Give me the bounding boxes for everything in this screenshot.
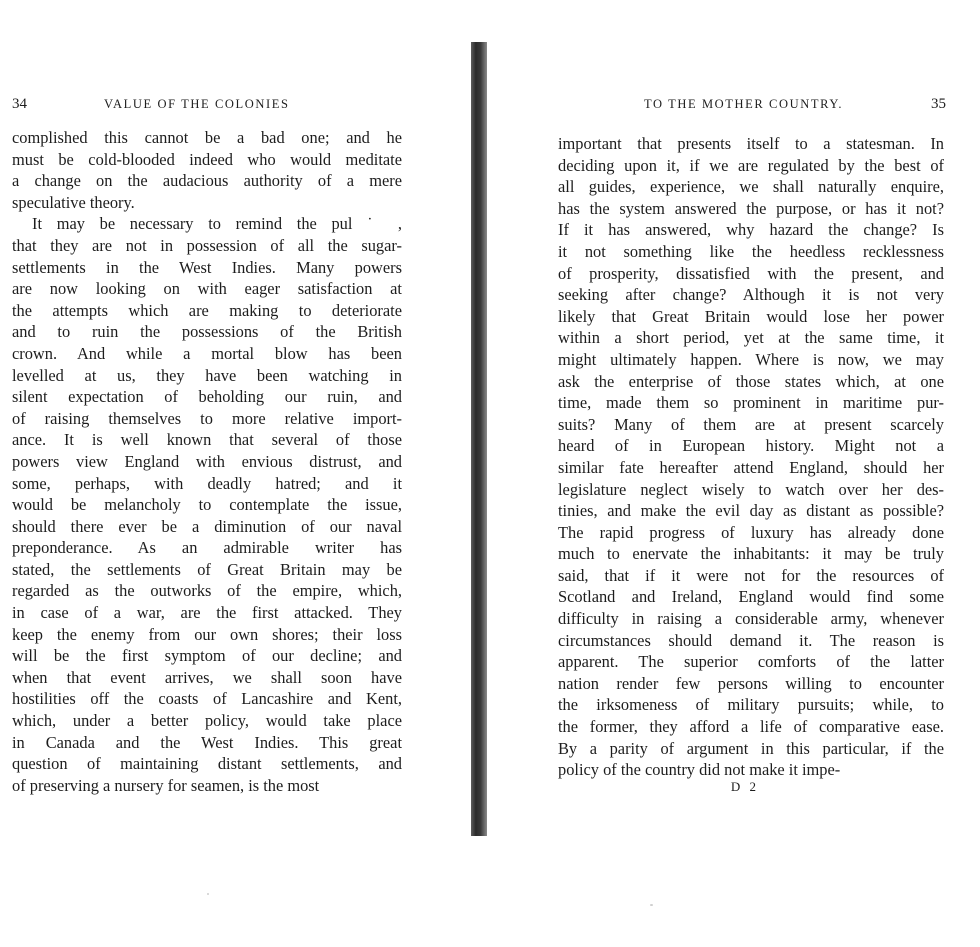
text-line: has the system answered the purpose, or has it not? [558, 198, 944, 218]
text-line: will be the first symptom of our decline; and [12, 646, 402, 666]
text-line: It may be necessary to remind the pul ˙ , [32, 214, 402, 234]
text-line: deciding upon it, if we are regulated by the best of [558, 155, 944, 175]
text-line: settlements in the West Indies. Many powers [12, 257, 402, 277]
left-running-title: VALUE OF THE COLONIES [104, 97, 290, 111]
text-line: tinies, and make the evil day as distant as possible? [558, 501, 944, 521]
text-line: it not something like the heedless recklessness [558, 241, 944, 261]
text-line: the former, they afford a life of comparative ease. [558, 717, 944, 737]
paper-speck [650, 904, 653, 906]
text-line: legislature neglect wisely to watch over her des- [558, 479, 944, 499]
text-line: important that presents itself to a statesman. In [558, 134, 944, 153]
text-line: in case of a war, are the first attacked. They [12, 603, 402, 623]
text-line: in Canada and the West Indies. This great [12, 732, 402, 752]
left-page-number: 34 [12, 96, 27, 112]
text-line: much to enervate the inhabitants: it may be truly [558, 544, 944, 564]
text-line: a change on the audacious authority of a mere [12, 171, 402, 191]
text-line: and to ruin the possessions of the British [12, 322, 402, 342]
text-line: By a parity of argument in this particular, if the [558, 738, 944, 758]
text-line: which, under a better policy, would take place [12, 711, 402, 731]
text-line: likely that Great Britain would lose her power [558, 306, 944, 326]
text-line: stated, the settlements of Great Britain may be [12, 559, 402, 579]
book-gutter [471, 42, 487, 836]
text-line: hostilities off the coasts of Lancashire and Kent, [12, 689, 402, 709]
text-line: The rapid progress of luxury has already done [558, 522, 944, 542]
text-line: powers view England with envious distrust, and [12, 451, 402, 471]
paper-speck [207, 893, 209, 895]
text-line: of raising themselves to more relative import- [12, 408, 402, 428]
text-line: ask the enterprise of those states which, at one [558, 371, 944, 391]
right-running-title: TO THE MOTHER COUNTRY. [644, 97, 844, 111]
text-line: all guides, experience, we shall naturally enquire, [558, 177, 944, 197]
text-line: Scotland and Ireland, England would find some [558, 587, 944, 607]
text-line: If it has answered, why hazard the change? Is [558, 220, 944, 240]
signature-mark: D 2 [730, 779, 760, 794]
text-line: crown. And while a mortal blow has been [12, 343, 402, 363]
text-line: regarded as the outworks of the empire, which, [12, 581, 402, 601]
text-line: apparent. The superior comforts of the latter [558, 652, 944, 672]
text-line: said, that if it were not for the resources of [558, 565, 944, 585]
text-line: some, perhaps, with deadly hatred; and it [12, 473, 402, 493]
text-line: might ultimately happen. Where is now, we may [558, 349, 944, 369]
text-line: speculative theory. [12, 192, 135, 212]
text-line: keep the enemy from our own shores; their loss [12, 624, 402, 644]
text-line: seeking after change? Although it is not very [558, 285, 944, 305]
text-line: of prosperity, dissatisfied with the present, and [558, 263, 944, 283]
text-line: question of maintaining distant settlements, and [12, 754, 402, 774]
text-line: ance. It is well known that several of those [12, 430, 402, 450]
text-line: the irksomeness of military pursuits; while, to [558, 695, 944, 715]
text-line: policy of the country did not make it impe- [558, 760, 841, 780]
text-line: silent expectation of beholding our ruin, and [12, 387, 402, 407]
text-line: difficulty in raising a considerable army, whenever [558, 609, 944, 629]
text-line: must be cold-blooded indeed who would meditate [12, 149, 402, 169]
text-line: are now looking on with eager satisfaction at [12, 279, 402, 299]
text-line: similar fate hereafter attend England, should her [558, 457, 944, 477]
text-line: levelled at us, they have been watching in [12, 365, 402, 385]
left-page-body [12, 127, 402, 796]
text-line: would be melancholy to contemplate the issue, [12, 495, 402, 515]
text-line: that they are not in possession of all the sugar- [12, 235, 402, 255]
text-line: of preserving a nursery for seamen, is the most [12, 775, 320, 795]
text-line: heard of in European history. Might not a [558, 436, 944, 456]
text-line: nation render few persons willing to encounter [558, 673, 944, 693]
text-line: should there ever be a diminution of our naval [12, 516, 402, 536]
text-line: circumstances should demand it. The reason is [558, 630, 944, 650]
text-line: suits? Many of them are at present scarcely [558, 414, 944, 434]
text-line: time, made them so prominent in maritime pur- [558, 393, 944, 413]
text-line: complished this cannot be a bad one; and he [12, 128, 402, 147]
text-line: when that event arrives, we shall soon have [12, 667, 402, 687]
text-line: the attempts which are making to deteriorate [12, 300, 402, 320]
text-line: within a short period, yet at the same time, it [558, 328, 944, 348]
right-page-number: 35 [931, 96, 946, 112]
right-page-body [558, 133, 944, 781]
text-line: preponderance. As an admirable writer has [12, 538, 402, 558]
